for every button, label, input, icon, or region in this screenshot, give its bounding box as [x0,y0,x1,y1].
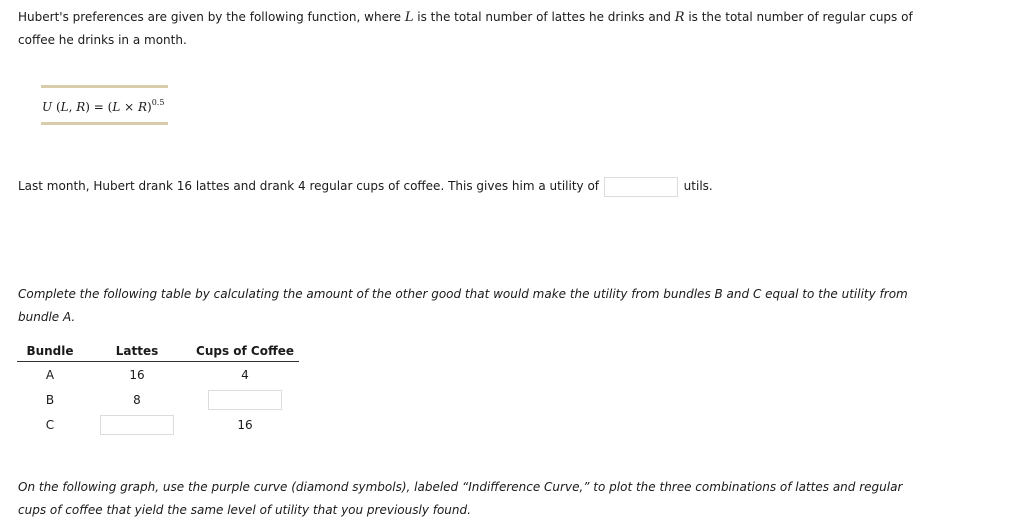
bundle-b-coffee-input[interactable] [208,390,282,410]
bundle-table [17,341,299,437]
coffee-cell: 16 [237,417,253,432]
utility-answer-input[interactable] [604,177,678,197]
variable-r: R [674,10,685,25]
lattes-cell: 8 [133,392,141,407]
lattes-cell: 16 [129,367,145,382]
coffee-cell [191,387,299,412]
formula-r-2: R [137,100,148,114]
table-instruction: Complete the following table by calculating the amount of the other good that would make the utility from bundles B and C equal to the utility from bundle A. [18,287,908,324]
intro-part-1: Hubert's preferences are given by the following function, where [18,10,405,24]
formula-mid: ) = ( [85,100,113,114]
bundle-cell: B [45,392,55,407]
utility-function-box [41,85,168,125]
intro-text [18,6,918,52]
table-header-row [17,341,299,362]
table-row-a [17,362,299,388]
variable-l: L [404,10,414,25]
formula-times: × [120,100,138,114]
intro-part-2: is the total number of lattes he drinks and [413,10,675,24]
header-bundle: Bundle [17,341,83,362]
formula-l-2: L [112,100,121,114]
formula-l: L [60,100,69,114]
graph-instruction: On the following graph, use the purple curve (diamond symbols), labeled “Indifference Curve,” to plot the three combinations of lattes and regular cups of coffee that yield the same level of utility that you previously found. [18,480,903,517]
formula-open: ( [52,100,61,114]
formula-u: U [42,100,53,114]
bundle-c-lattes-input[interactable] [100,415,174,435]
coffee-cell: 4 [241,367,249,382]
bundle-cell: A [45,367,55,382]
table-row-b [17,387,299,412]
formula-comma: , [68,100,77,114]
header-lattes: Lattes [83,341,191,362]
lattes-cell [83,412,191,437]
table-row-c [17,412,299,437]
formula-r: R [76,100,86,114]
bundle-cell: C [45,417,55,432]
intro-part-3: is the total number of regular cups of coffee he drinks in a month. [18,10,913,47]
utility-unit-text: utils. [683,179,713,193]
header-cups-of-coffee: Cups of Coffee [191,341,299,362]
utility-question [18,176,713,197]
utility-function [42,98,164,114]
formula-close: ) [147,100,152,114]
formula-exponent: 0.5 [151,98,165,107]
utility-question-text: Last month, Hubert drank 16 lattes and drank 4 regular cups of coffee. This gives him a utility of [18,179,600,193]
